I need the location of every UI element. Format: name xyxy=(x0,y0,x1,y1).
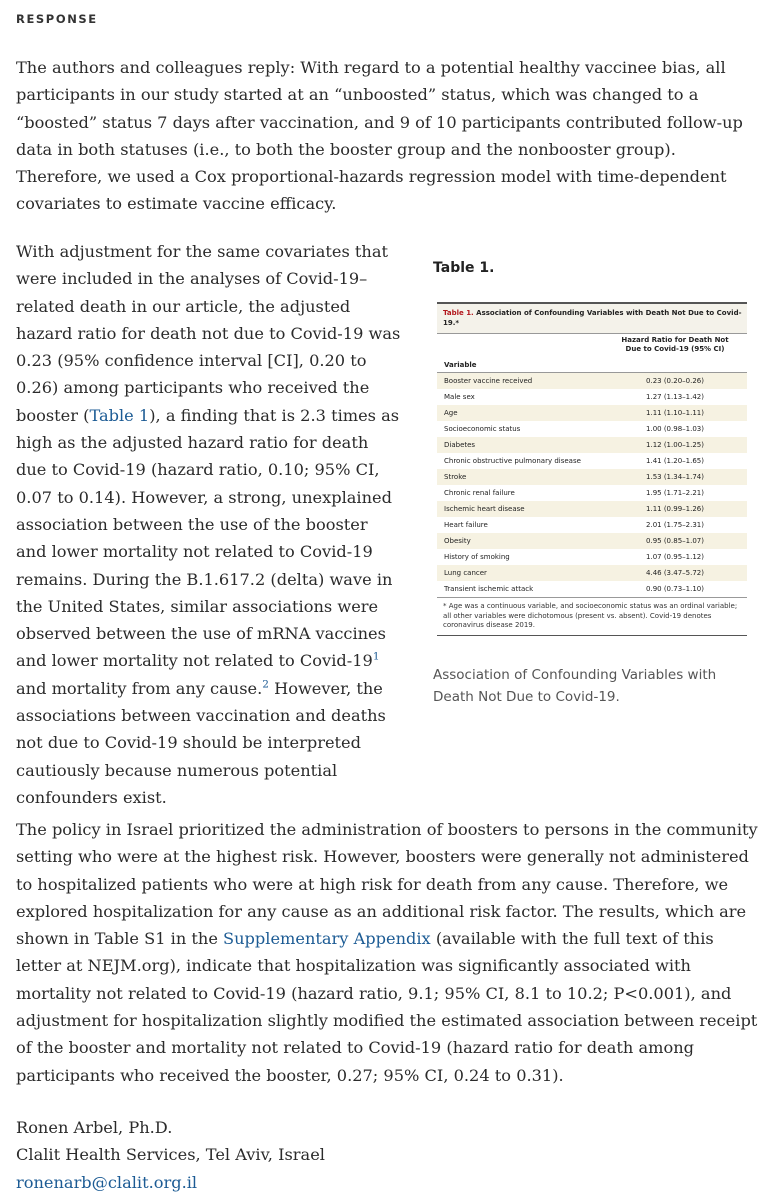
reply-paragraph-2 xyxy=(16,238,401,811)
header-hazard-ratio: Hazard Ratio for Death Not Due to Covid-19 (95% CI) xyxy=(621,336,729,353)
paragraph-text: However, the associations between vaccination and deaths not due to Covid-19 should be interpreted cautiously because numerous potential confounders exist. xyxy=(16,678,386,807)
table-row xyxy=(437,421,747,437)
table-row xyxy=(437,549,747,565)
cell-hazard-ratio: 1.53 (1.34–1.74) xyxy=(646,473,704,481)
cell-hazard-ratio: 1.12 (1.00–1.25) xyxy=(646,441,704,449)
paragraph-text: (available with the full text of this letter at NEJM.org), indicate that hospitalization was significantly associated with mortality not related to Covid-19 (hazard ratio, 9.1; 95% CI, 8.1 to 10.2; P<0.001), and adjustment for hospitalization slightly modified the estimated association between receipt of the booster and mortality not related to Covid-19 (hazard ratio for death among participants who received the booster, 0.27; 95% CI, 0.24 to 0.31). xyxy=(16,929,758,1085)
table-row xyxy=(437,501,747,517)
table-row xyxy=(437,469,747,485)
figure-title: Table 1. xyxy=(433,260,495,276)
table-footnote: * Age was a continuous variable, and socioeconomic status was an ordinal variable; all other variables were dichotomous (present vs. absent). Covid-19 denotes coronavirus disease 2019. xyxy=(437,597,747,636)
section-label: RESPONSE xyxy=(16,12,98,26)
table-row xyxy=(437,533,747,549)
cell-hazard-ratio: 1.11 (1.10–1.11) xyxy=(646,409,704,417)
author-name: Ronen Arbel, Ph.D. xyxy=(16,1118,173,1137)
cell-hazard-ratio: 0.23 (0.20–0.26) xyxy=(646,377,704,385)
cell-hazard-ratio: 4.46 (3.47–5.72) xyxy=(646,569,704,577)
cell-variable: Lung cancer xyxy=(444,569,487,577)
cell-variable: History of smoking xyxy=(444,553,510,561)
author-affiliation: Clalit Health Services, Tel Aviv, Israel xyxy=(16,1145,325,1165)
table-row xyxy=(437,485,747,501)
table-row xyxy=(437,389,747,405)
cell-hazard-ratio: 1.95 (1.71–2.21) xyxy=(646,489,704,497)
paragraph-text: and mortality from any cause. xyxy=(16,678,263,698)
cell-hazard-ratio: 1.27 (1.13–1.42) xyxy=(646,393,704,401)
cell-hazard-ratio: 1.07 (0.95–1.12) xyxy=(646,553,704,561)
table-1-image[interactable] xyxy=(437,302,747,636)
paragraph-text: With adjustment for the same covariates that were included in the analyses of Covid-19–related death in our article, the adjusted hazard ratio for death not due to Covid-19 was 0.23 (95% confidence interval [CI], 0.20 to 0.26) among participants who received the booster ( xyxy=(16,242,401,425)
table-1-link[interactable]: Table 1 xyxy=(89,405,150,425)
reference-2-link[interactable]: 2 xyxy=(262,678,269,691)
cell-hazard-ratio: 1.41 (1.20–1.65) xyxy=(646,457,704,465)
cell-variable: Heart failure xyxy=(444,521,488,529)
cell-hazard-ratio: 1.00 (0.98–1.03) xyxy=(646,425,704,433)
cell-variable: Age xyxy=(444,409,458,417)
reply-paragraph-3 xyxy=(16,816,761,1089)
reply-paragraph-1: The authors and colleagues reply: With regard to a potential healthy vaccinee bias, all participants in our study started at an “unboosted” status, which was changed to a “boosted” status 7 days after vaccination, and 9 of 10 participants contributed follow-up data in both statuses (i.e., to both the booster group and the nonbooster group). Therefore, we used a Cox proportional-hazards regression model with time-dependent covariates to estimate vaccine efficacy. xyxy=(16,58,743,214)
table-row xyxy=(437,437,747,453)
cell-variable: Stroke xyxy=(444,473,467,481)
cell-variable: Transient ischemic attack xyxy=(444,585,534,593)
table-header xyxy=(437,334,747,373)
cell-variable: Chronic obstructive pulmonary disease xyxy=(444,457,581,465)
table-row xyxy=(437,373,747,389)
table-body xyxy=(437,373,747,597)
cell-hazard-ratio: 0.90 (0.73–1.10) xyxy=(646,585,704,593)
cell-variable: Booster vaccine received xyxy=(444,377,533,385)
table-caption xyxy=(437,304,747,334)
cell-variable: Chronic renal failure xyxy=(444,489,515,497)
cell-variable: Obesity xyxy=(444,537,471,545)
paragraph-text: ), a finding that is 2.3 times as high as the adjusted hazard ratio for death due to Covid-19 (hazard ratio, 0.10; 95% CI, 0.07 to 0.14). However, a strong, unexplained association between the use of the booster and lower mortality not related to Covid-19 remains. During the B.1.617.2 (delta) wave in the United States, similar associations were observed between the use of mRNA vaccines and lower mortality not related to Covid-19 xyxy=(16,405,400,671)
author-email-link[interactable]: ronenarb@clalit.org.il xyxy=(16,1172,198,1192)
table-row xyxy=(437,453,747,469)
paragraph-text: The policy in Israel prioritized the administration of boosters to persons in the community setting who were at the highest risk. However, boosters were generally not administered to hospitalized patients who were at high risk for death from any cause. Therefore, we explored hospitalization for any cause as an additional risk factor. The results, which are shown in Table S1 in the xyxy=(16,820,758,949)
header-variable: Variable xyxy=(444,361,477,369)
cell-hazard-ratio: 2.01 (1.75–2.31) xyxy=(646,521,704,529)
table-title: Association of Confounding Variables with Death Not Due to Covid-19.* xyxy=(443,309,742,327)
signature-block xyxy=(16,1114,761,1196)
cell-variable: Male sex xyxy=(444,393,475,401)
table-row xyxy=(437,581,747,597)
reference-1-link[interactable]: 1 xyxy=(372,651,380,664)
cell-variable: Diabetes xyxy=(444,441,476,449)
table-number: Table 1. xyxy=(443,309,474,317)
table-row xyxy=(437,517,747,533)
cell-hazard-ratio: 1.11 (0.99–1.26) xyxy=(646,505,704,513)
figure-caption: Association of Confounding Variables with Death Not Due to Covid-19. xyxy=(433,667,717,705)
cell-hazard-ratio: 0.95 (0.85–1.07) xyxy=(646,537,704,545)
table-row xyxy=(437,405,747,421)
table-row xyxy=(437,565,747,581)
cell-variable: Socioeconomic status xyxy=(444,425,521,433)
cell-variable: Ischemic heart disease xyxy=(444,505,525,513)
supplementary-appendix-link[interactable]: Supplementary Appendix xyxy=(223,929,431,949)
